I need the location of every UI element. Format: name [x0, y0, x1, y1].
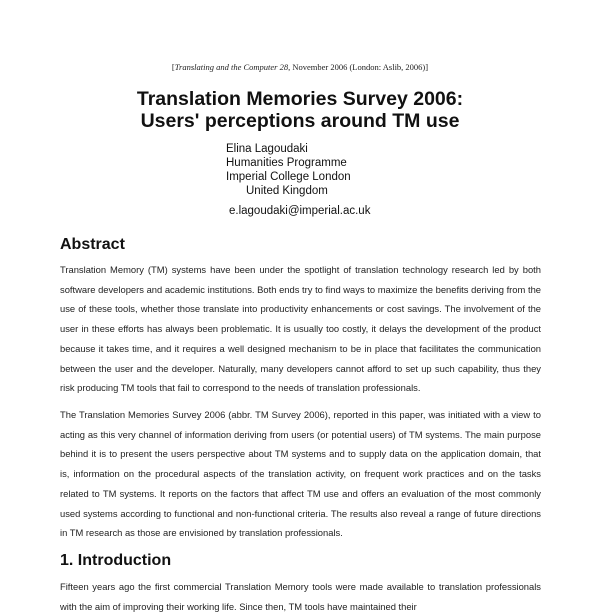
author-institution: Imperial College London [226, 171, 351, 183]
author-block [226, 142, 406, 198]
abstract-heading: Abstract [60, 236, 125, 253]
author-email[interactable]: e.lagoudaki@imperial.ac.uk [229, 205, 371, 217]
paper-title [0, 88, 600, 132]
author-name: Elina Lagoudaki [226, 143, 308, 155]
title-line-2: Users' perceptions around TM use [140, 110, 460, 132]
citation-header: [Translating and the Computer 28, November 2006 (London: Aslib, 2006)] [171, 62, 429, 72]
abstract-paragraph-1: Translation Memory (TM) systems have been under the spotlight of translation technology research led by both software developers and academic institutions. Both ends try to find ways to maximize the benefits deriving from the use of these tools, whether those translate into productivity enhancements or cost savings. The involvement of the user in these efforts has always been problematic. It is usually too costly, it delays the development of the product because it takes time, and it requires a well designed mechanism to be in place that facilitates the communication between the user and the developer. Naturally, many developers cannot afford to set up such capability, thus they risk producing TM tools that fail to correspond to the needs of translation professionals. [60, 264, 541, 394]
author-department: Humanities Programme [226, 157, 347, 169]
introduction-heading: 1. Introduction [60, 552, 172, 569]
author-country: United Kingdom [246, 185, 328, 197]
conference-name: Translating and the Computer 28 [174, 62, 289, 72]
introduction-paragraph-1: Fifteen years ago the first commercial Translation Memory tools were made available to translation professionals with the aim of improving their working life. Since then, TM tools have maintained their [60, 581, 541, 612]
title-line-1: Translation Memories Survey 2006: [136, 88, 464, 110]
abstract-paragraph-2: The Translation Memories Survey 2006 (abbr. TM Survey 2006), reported in this paper, was initiated with a view to acting as this very channel of information deriving from users (or potential users) of TM systems. The main purpose behind it is to present the users perspective about TM systems and to supply data on the application domain, that is, information on the procedural aspects of the translation activity, on frequent work practices and on the tasks related to TM systems. It reports on the factors that affect TM use and offers an evaluation of the most commonly used systems according to functional and non-functional criteria. The results also reveal a range of future directions in TM research as those are envisioned by translation professionals. [60, 409, 541, 539]
